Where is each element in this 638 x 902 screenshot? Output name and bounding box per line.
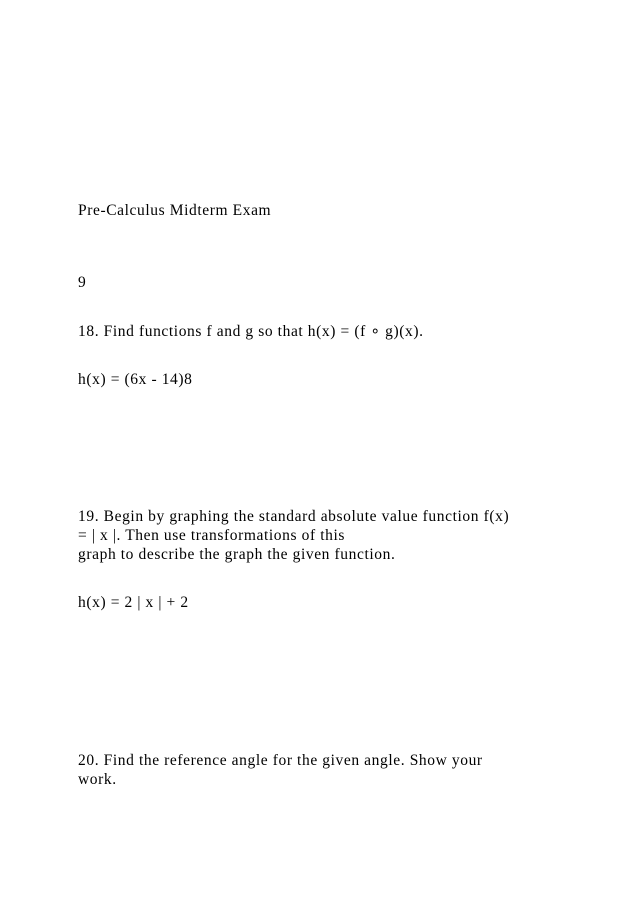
page-number: 9 <box>78 274 87 291</box>
q18-function: h(x) = (6x - 14)8 <box>78 371 193 388</box>
q19-line1: 19. Begin by graphing the standard absolute value function f(x) <box>78 508 510 525</box>
q18-prompt: 18. Find functions f and g so that h(x) = (f ∘ g)(x). <box>78 323 424 340</box>
q20-line1: 20. Find the reference angle for the given angle. Show your <box>78 752 483 769</box>
q20-line2: work. <box>78 771 117 788</box>
q19-line3: graph to describe the graph the given function. <box>78 546 396 563</box>
page-title: Pre-Calculus Midterm Exam <box>78 202 272 219</box>
q19-line2: = | x |. Then use transformations of this <box>78 527 345 544</box>
q19-function: h(x) = 2 | x | + 2 <box>78 594 189 611</box>
